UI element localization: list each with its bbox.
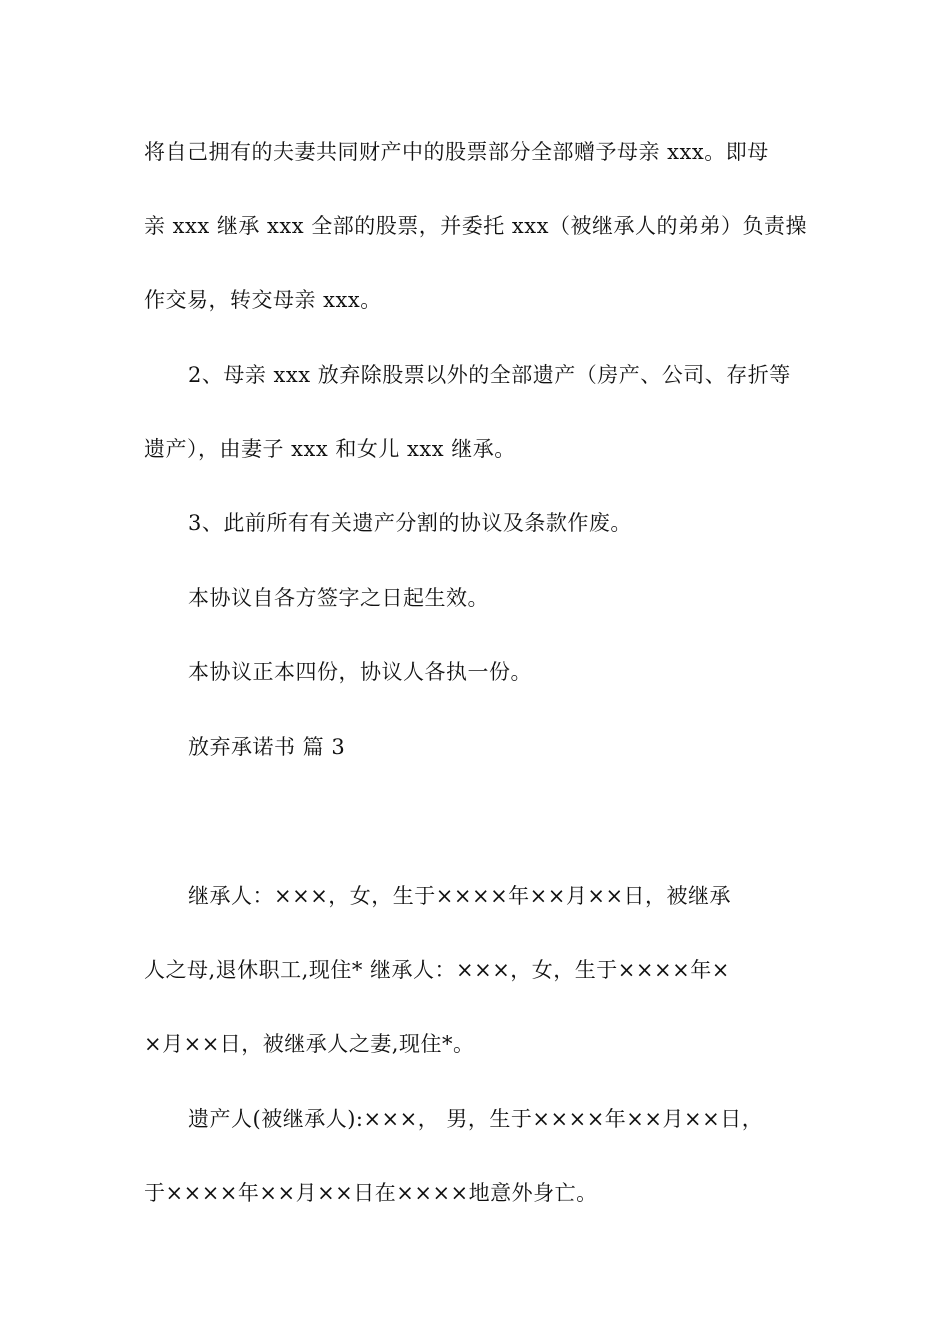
text-line: 将自己拥有的夫妻共同财产中的股票部分全部赠予母亲 xxx。即母	[144, 140, 769, 164]
text-line: 亲 xxx 继承 xxx 全部的股票，并委托 xxx（被继承人的弟弟）负责操	[144, 214, 807, 238]
paragraph: 本协议正本四份，协议人各执一份。	[188, 660, 532, 684]
text-line: 于××××年××月××日在××××地意外身亡。	[144, 1181, 598, 1205]
numbered-paragraph: 2、母亲 xxx 放弃除股票以外的全部遗产（房产、公司、存折等	[188, 363, 791, 387]
paragraph: 继承人：×××，女，生于××××年××月××日，被继承	[188, 884, 732, 908]
numbered-paragraph: 3、此前所有有关遗产分割的协议及条款作废。	[188, 511, 632, 535]
text-line: ×月××日，被继承人之妻,现住*。	[144, 1032, 475, 1056]
text-line: 遗产），由妻子 xxx 和女儿 xxx 继承。	[144, 437, 516, 461]
text-line: 人之母,退休职工,现住* 继承人：×××，女，生于××××年×	[144, 958, 730, 982]
paragraph: 遗产人(被继承人):×××， 男，生于××××年××月××日，	[188, 1107, 764, 1131]
paragraph: 本协议自各方签字之日起生效。	[188, 586, 489, 610]
section-heading: 放弃承诺书 篇 3	[188, 735, 346, 759]
text-line: 作交易，转交母亲 xxx。	[144, 288, 382, 312]
